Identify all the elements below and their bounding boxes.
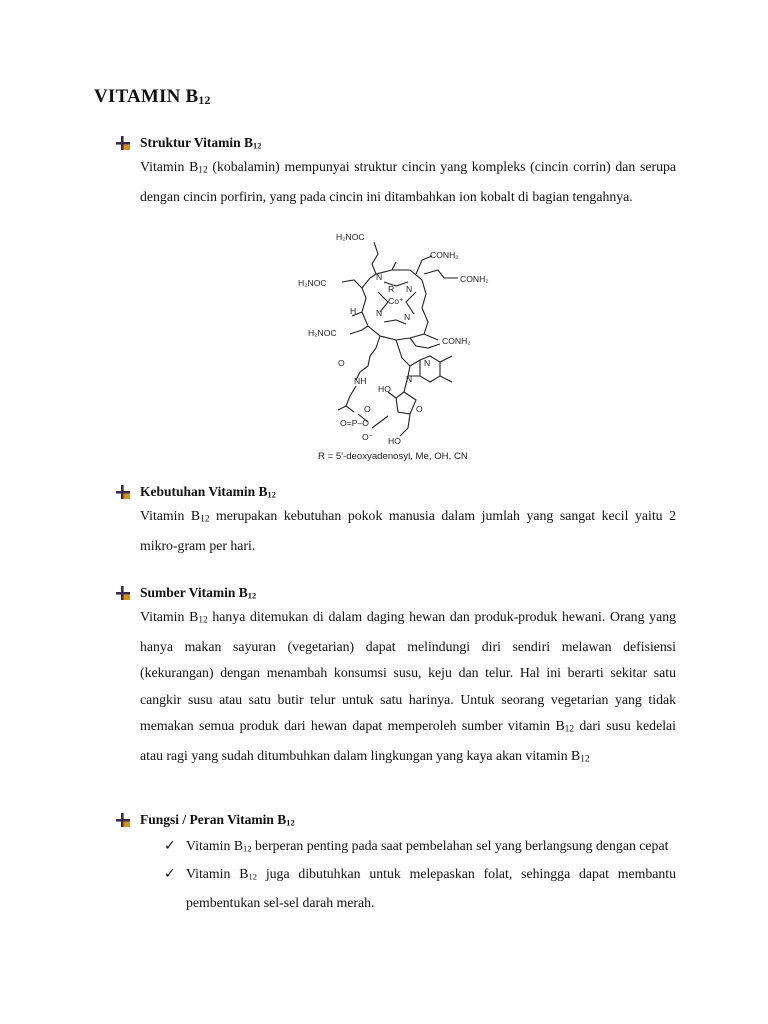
section-sumber [116, 582, 676, 773]
vitamin-b12-structure-diagram [292, 230, 502, 470]
svg-text:O⁻: O⁻ [362, 432, 374, 442]
function-list [164, 833, 676, 916]
label-cobalt: Co⁺ [388, 296, 404, 306]
label-conh2-right: CONH₂ [460, 274, 489, 284]
svg-text:N: N [404, 312, 411, 322]
section-fungsi [116, 809, 676, 916]
check-icon: ✓ [164, 838, 176, 854]
svg-text:O=P–O: O=P–O [340, 418, 369, 428]
svg-text:N: N [406, 284, 413, 294]
check-icon: ✓ [164, 866, 176, 883]
svg-text:HO: HO [388, 436, 401, 446]
section-heading: Struktur Vitamin B12 [116, 132, 676, 154]
bullet-icon [116, 136, 130, 150]
title-subscript: 12 [198, 93, 211, 107]
figure-caption: R = 5'-deoxyadenosyl, Me, OH, CN [318, 451, 468, 462]
section-heading: Sumber Vitamin B12 [116, 582, 676, 604]
svg-text:N: N [424, 358, 431, 368]
svg-text:HO: HO [378, 384, 391, 394]
svg-text:N: N [376, 308, 383, 318]
list-item: ✓ Vitamin B12 berperan penting pada saat pembelahan sel yang berlangsung dengan cepat [164, 833, 676, 861]
title-text: VITAMIN B [94, 86, 199, 107]
bullet-icon [116, 586, 130, 600]
svg-text:R: R [388, 284, 395, 294]
section-paragraph: Vitamin B12 merupakan kebutuhan pokok manusia dalam jumlah yang sangat kecil yaitu 2 mikro-gram per hari. [140, 508, 676, 553]
label-h2noc-top: H₂NOC [336, 232, 365, 242]
label-h2noc-low: H₂NOC [308, 328, 337, 338]
svg-text:N: N [406, 374, 413, 384]
svg-text:H: H [350, 306, 357, 316]
section-paragraph: Vitamin B12 hanya ditemukan di dalam daging hewan dan produk-produk hewani. Orang yang hanya makan sayuran (vegetarian) dapat melindungi diri sendiri melawan defisiensi (kekurangan) dengan menambah konsumsi susu, keju dan telur. Hal ini berarti sekitar satu cangkir susu atau satu butir telur untuk satu harinya. Untuk seorang vegetarian yang tidak memakan semua produk dari hewan dapat memperoleh sumber vitamin B12 dari susu kedelai atau ragi yang sudah ditumbuhkan dalam lingkungan yang kaya akan vitamin B12 [140, 609, 676, 765]
label-h2noc-left: H₂NOC [298, 278, 327, 288]
svg-text:O: O [364, 404, 371, 414]
label-conh2-low: CONH₂ [442, 336, 471, 346]
bullet-icon [116, 485, 130, 499]
section-heading: Fungsi / Peran Vitamin B12 [116, 809, 676, 831]
section-heading: Kebutuhan Vitamin B12 [116, 481, 676, 503]
section-struktur [116, 132, 676, 210]
svg-text:O: O [338, 358, 345, 368]
svg-text:NH: NH [354, 376, 367, 386]
page-title [94, 86, 211, 108]
section-paragraph: Vitamin B12 (kobalamin) mempunyai struktur cincin yang kompleks (cincin corrin) dan serupa dengan cincin porfirin, yang pada cincin ini ditambahkan ion kobalt di bagian tengahnya. [140, 159, 676, 204]
bullet-icon [116, 813, 130, 827]
svg-text:N: N [376, 272, 383, 282]
list-item: ✓ Vitamin B12 juga dibutuhkan untuk melepaskan folat, sehingga dapat membantu pembentukan sel-sel darah merah. [164, 861, 676, 915]
svg-text:O: O [416, 404, 423, 414]
section-kebutuhan [116, 481, 676, 559]
label-conh2-top: CONH₂ [430, 250, 459, 260]
